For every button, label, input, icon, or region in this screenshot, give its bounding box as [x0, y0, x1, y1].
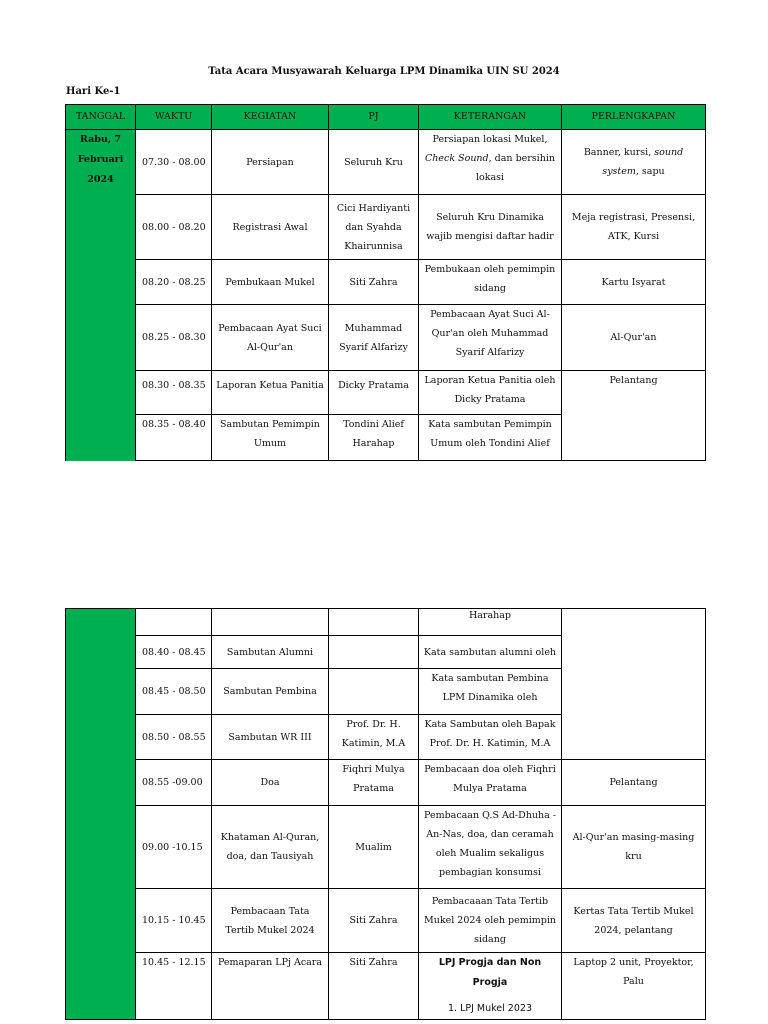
pj-cell: [329, 669, 419, 715]
note-cell: Kata sambutan Pembina LPM Dinamika oleh: [419, 669, 562, 715]
note-cell: [419, 953, 562, 1020]
table-row: [66, 760, 706, 806]
pj-cell: Seluruh Kru: [329, 130, 419, 195]
activity-cell: Sambutan Pembina: [212, 669, 329, 715]
activity-cell: Pembacaan Ayat Suci Al-Qur'an: [212, 305, 329, 371]
note-cell: Kata Sambutan oleh Bapak Prof. Dr. H. Katimin, M.A: [419, 715, 562, 760]
pj-cell: Dicky Pratama: [329, 371, 419, 415]
table-row: [66, 130, 706, 195]
equipment-cell: Al-Qur'an masing-masing kru: [562, 806, 706, 889]
pj-cell: Prof. Dr. H. Katimin, M.A: [329, 715, 419, 760]
header-pj: PJ: [329, 105, 419, 130]
activity-cell: Sambutan WR III: [212, 715, 329, 760]
note-text: , dan bersihin lokasi: [475, 153, 555, 183]
activity-cell: Registrasi Awal: [212, 195, 329, 260]
time-cell: 08.35 - 08.40: [136, 415, 212, 461]
table-row: [66, 953, 706, 1020]
note-cell: Pembacaan Q.S Ad-Dhuha - An-Nas, doa, dan ceramah oleh Mualim sekaligus pembagian konsumsi: [419, 806, 562, 889]
table-header-row: [66, 105, 706, 130]
schedule-table-page-1: [65, 104, 706, 461]
table-row: [66, 371, 706, 415]
activity-cell: Laporan Ketua Panitia: [212, 371, 329, 415]
time-cell: 08.50 - 08.55: [136, 715, 212, 760]
note-cell: Harahap: [419, 609, 562, 636]
header-waktu: WAKTU: [136, 105, 212, 130]
time-cell: 08.20 - 08.25: [136, 260, 212, 305]
pj-cell: Cici Hardiyanti dan Syahda Khairunnisa: [329, 195, 419, 260]
note-cell: [419, 130, 562, 195]
document-title: Tata Acara Musyawarah Keluarga LPM Dinamika UIN SU 2024: [208, 66, 560, 77]
equipment-cell: Al-Qur'an: [562, 305, 706, 371]
date-line-2: Februari: [77, 154, 124, 165]
pj-cell: Mualim: [329, 806, 419, 889]
time-cell: 08.30 - 08.35: [136, 371, 212, 415]
equipment-text: Banner, kursi,: [583, 147, 655, 158]
time-cell: 08.25 - 08.30: [136, 305, 212, 371]
header-perlengkapan: PERLENGKAPAN: [562, 105, 706, 130]
date-line-3: 2024: [87, 174, 114, 185]
equipment-italic: sound system: [602, 147, 684, 177]
note-text: Persiapan lokasi Mukel,: [432, 134, 548, 145]
table-row: [66, 609, 706, 636]
note-cell: Kata sambutan alumni oleh: [419, 636, 562, 669]
date-cell: [66, 130, 136, 461]
date-line-1: Rabu, 7: [79, 134, 122, 145]
equipment-cell: Pelantang: [562, 760, 706, 806]
equipment-cell: Meja registrasi, Presensi, ATK, Kursi: [562, 195, 706, 260]
equipment-cell: Kertas Tata Tertib Mukel 2024, pelantang: [562, 889, 706, 953]
time-cell: 08.00 - 08.20: [136, 195, 212, 260]
note-heading: LPJ Progja dan Non Progja: [438, 957, 542, 988]
header-kegiatan: KEGIATAN: [212, 105, 329, 130]
time-cell: 10.15 - 10.45: [136, 889, 212, 953]
pj-cell: [329, 636, 419, 669]
note-cell: Pembukaan oleh pemimpin sidang: [419, 260, 562, 305]
pj-cell: Siti Zahra: [329, 953, 419, 1020]
table-row: [66, 305, 706, 371]
pj-cell: Siti Zahra: [329, 889, 419, 953]
pj-cell: Tondini Alief Harahap: [329, 415, 419, 461]
table-row: [66, 260, 706, 305]
note-cell: Pembacaaan Tata Tertib Mukel 2024 oleh pemimpin sidang: [419, 889, 562, 953]
note-list-item: 1. LPJ Mukel 2023: [448, 1003, 532, 1014]
activity-cell: Pembacaan Tata Tertib Mukel 2024: [212, 889, 329, 953]
activity-cell: Pembukaan Mukel: [212, 260, 329, 305]
time-cell: 09.00 -10.15: [136, 806, 212, 889]
time-cell: 08.55 -09.00: [136, 760, 212, 806]
note-cell: Pembacaan doa oleh Fiqhri Mulya Pratama: [419, 760, 562, 806]
activity-cell: Doa: [212, 760, 329, 806]
equipment-cell: [562, 130, 706, 195]
equipment-cell: Pelantang: [562, 371, 706, 461]
time-cell: 08.45 - 08.50: [136, 669, 212, 715]
equipment-cell: Kartu Isyarat: [562, 260, 706, 305]
note-cell: Seluruh Kru Dinamika wajib mengisi daftar hadir: [419, 195, 562, 260]
note-cell: Kata sambutan Pemimpin Umum oleh Tondini Alief: [419, 415, 562, 461]
header-tanggal: TANGGAL: [66, 105, 136, 130]
time-cell: [136, 609, 212, 636]
activity-cell: Khataman Al-Quran, doa, dan Tausiyah: [212, 806, 329, 889]
note-cell: Laporan Ketua Panitia oleh Dicky Pratama: [419, 371, 562, 415]
header-keterangan: KETERANGAN: [419, 105, 562, 130]
date-cell-continued: [66, 609, 136, 1020]
note-cell: Pembacaan Ayat Suci Al-Qur'an oleh Muhammad Syarif Alfarizy: [419, 305, 562, 371]
day-label: Hari Ke-1: [66, 86, 121, 97]
pj-cell: Fiqhri Mulya Pratama: [329, 760, 419, 806]
schedule-table-page-2: [65, 608, 706, 1020]
pj-cell: Siti Zahra: [329, 260, 419, 305]
pj-cell: Muhammad Syarif Alfarizy: [329, 305, 419, 371]
equipment-cell: Laptop 2 unit, Proyektor, Palu: [562, 953, 706, 1020]
activity-cell: Sambutan Pemimpin Umum: [212, 415, 329, 461]
equipment-cell: [562, 609, 706, 760]
activity-cell: Persiapan: [212, 130, 329, 195]
note-italic: Check Sound: [424, 153, 489, 164]
table-row: [66, 806, 706, 889]
pj-cell: [329, 609, 419, 636]
activity-cell: [212, 609, 329, 636]
table-row: [66, 889, 706, 953]
activity-cell: Pemaparan LPj Acara: [212, 953, 329, 1020]
time-cell: 08.40 - 08.45: [136, 636, 212, 669]
equipment-text: , sapu: [635, 166, 665, 177]
time-cell: 10.45 - 12.15: [136, 953, 212, 1020]
table-row: [66, 195, 706, 260]
activity-cell: Sambutan Alumni: [212, 636, 329, 669]
time-cell: 07.30 - 08.00: [136, 130, 212, 195]
